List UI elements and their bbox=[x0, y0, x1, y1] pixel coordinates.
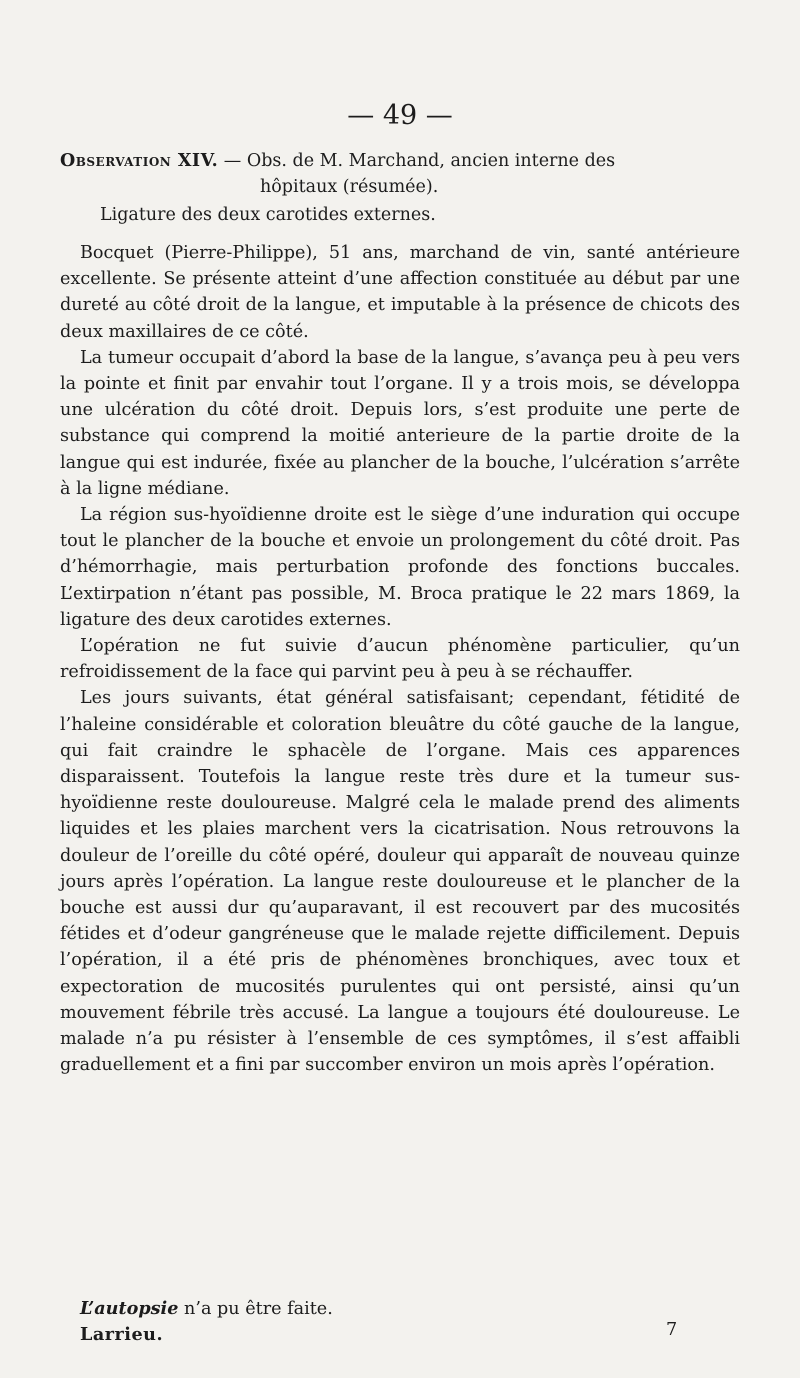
autopsy-text: n’a pu être faite. bbox=[178, 1299, 333, 1319]
paragraph: La tumeur occupait d’abord la base de la langue, s’avança peu à peu vers la pointe et finit par envahir tout l’organe. Il y a trois mois, se développa une ulcération du côté droit. Depuis lors, s’est produite une perte de substance qui comprend la moitié anterieure de la partie droite de la langue qui est indurée, fixée au plancher de la bouche, l’ulcération s’arrête à la ligne médiane. bbox=[60, 347, 740, 499]
observation-title: — Obs. de M. Marchand, ancien interne des bbox=[223, 151, 616, 171]
sheet-number: 7 bbox=[666, 1320, 678, 1340]
autopsy-label: L’autopsie bbox=[80, 1298, 179, 1319]
observation-label: Observation XIV. bbox=[60, 151, 219, 171]
observation-title-line2: hôpitaux (résumée). bbox=[260, 177, 439, 197]
paragraph: Bocquet (Pierre-Philippe), 51 ans, marchand de vin, santé antérieure excellente. Se présente atteint d’une affection constituée au début par une dureté au côté droit de la langue, et imputable à la présence de chicots des deux maxillaires de ce côté. bbox=[60, 243, 740, 342]
observation-body bbox=[60, 240, 740, 1079]
paragraph: La région sus-hyoïdienne droite est le siège d’une induration qui occupe tout le plancher de la bouche et envoie un prolongement du côté droit. Pas d’hémorrhagie, mais perturbation profonde des fonctions buccales. L’extirpation n’étant pas possible, M. Broca pratique le 22 mars 1869, la ligature des deux carotides externes. bbox=[60, 505, 740, 630]
signature: Larrieu. bbox=[80, 1324, 164, 1345]
paragraph: Les jours suivants, état général satisfaisant; cependant, fétidité de l’haleine considérable et coloration bleuâtre du côté gauche de la langue, qui fait craindre le sphacèle de l’organe. Mais ces apparences disparaissent. Toutefois la langue reste très dure et la tumeur sus-hyoïdienne reste douloureuse. Malgré cela le malade prend des aliments liquides et les plaies marchent vers la cicatrisation. Nous retrouvons la douleur de l’oreille du côté opéré, douleur qui apparaît de nouveau quinze jours après l’opération. La langue reste douloureuse et le plancher de la bouche est aussi dur qu’auparavant, il est recouvert par des mucosités fétides et d’odeur gangréneuse que le malade rejette difficilement. Depuis l’opération, il a été pris de phénomènes bronchiques, avec toux et expectoration de mucosités purulentes qui ont persisté, ainsi qu’un mouvement fébrile très accusé. La langue a toujours été douloureuse. Le malade n’a pu résister à l’ensemble de ces symptômes, il s’est affaibli graduellement et a fini par succomber environ un mois après l’opération. bbox=[60, 688, 740, 1076]
autopsy-line bbox=[80, 1298, 333, 1319]
paragraph: L’opération ne fut suivie d’aucun phénomène particulier, qu’un refroidissement de la face qui parvint peu à peu à se réchauffer. bbox=[60, 636, 740, 683]
subheading: Ligature des deux carotides externes. bbox=[100, 205, 436, 225]
observation-heading bbox=[60, 148, 750, 200]
page-number: — 49 — bbox=[347, 100, 453, 131]
